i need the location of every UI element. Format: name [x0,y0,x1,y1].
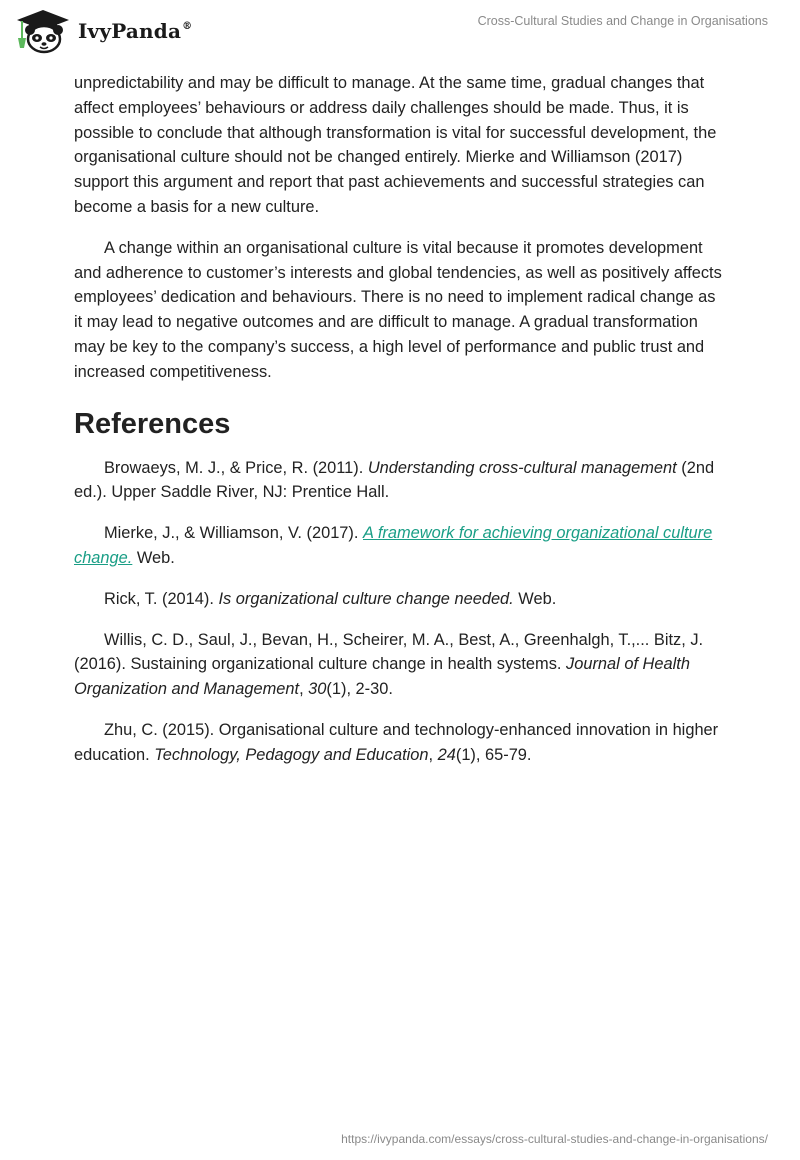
reference-item: Willis, C. D., Saul, J., Bevan, H., Scheirer, M. A., Best, A., Greenhalgh, T.,... Bitz, J. (2016). Sustaining organizational culture change in health systems. Journal of Health Organization and Management, 30(1), 2-30. [74,630,704,699]
reference-item: Zhu, C. (2015). Organisational culture and technology-enhanced innovation in higher education. Technology, Pedagogy and Education, 24(1), 65-79. [74,720,719,764]
footer-url[interactable]: https://ivypanda.com/essays/cross-cultural-studies-and-change-in-organisations/ [341,1132,768,1146]
body-paragraph: A change within an organisational culture is vital because it promotes development and adherence to customer’s interests and global tendencies, as well as positively affects employees’ dedication and behaviours. There is no need to implement radical change as it may lead to negative outcomes and are difficult to manage. A gradual transformation may be key to the company’s success, a high level of performance and public trust and increased competitiveness. [74,238,722,381]
document-title: Cross-Cultural Studies and Change in Organisations [477,14,768,28]
page-header [0,0,800,66]
essay-content [74,71,726,784]
ivypanda-logo[interactable] [14,8,192,54]
reference-item: Browaeys, M. J., & Price, R. (2011). Understanding cross-cultural management (2nd ed.). Upper Saddle River, NJ: Prentice Hall. [74,458,715,502]
references-heading: References [74,407,231,440]
panda-graduate-icon [14,8,72,54]
reference-item: Rick, T. (2014). Is organizational culture change needed. Web. [104,589,557,608]
reference-item: Mierke, J., & Williamson, V. (2017). A framework for achieving organizational culture change. Web. [74,524,713,567]
body-paragraph: unpredictability and may be difficult to manage. At the same time, gradual changes that affect employees’ behaviours or address daily challenges should be made. Thus, it is possible to conclude that although transformation is vital for successful development, the organisational culture should not be changed entirely. Mierke and Williamson (2017) support this argument and report that past achievements and successful strategies can become a basis for a new culture. [74,74,717,216]
reference-link[interactable]: A framework for achieving organizational culture change. [74,524,713,567]
brand-name: IvyPanda® [78,19,193,43]
